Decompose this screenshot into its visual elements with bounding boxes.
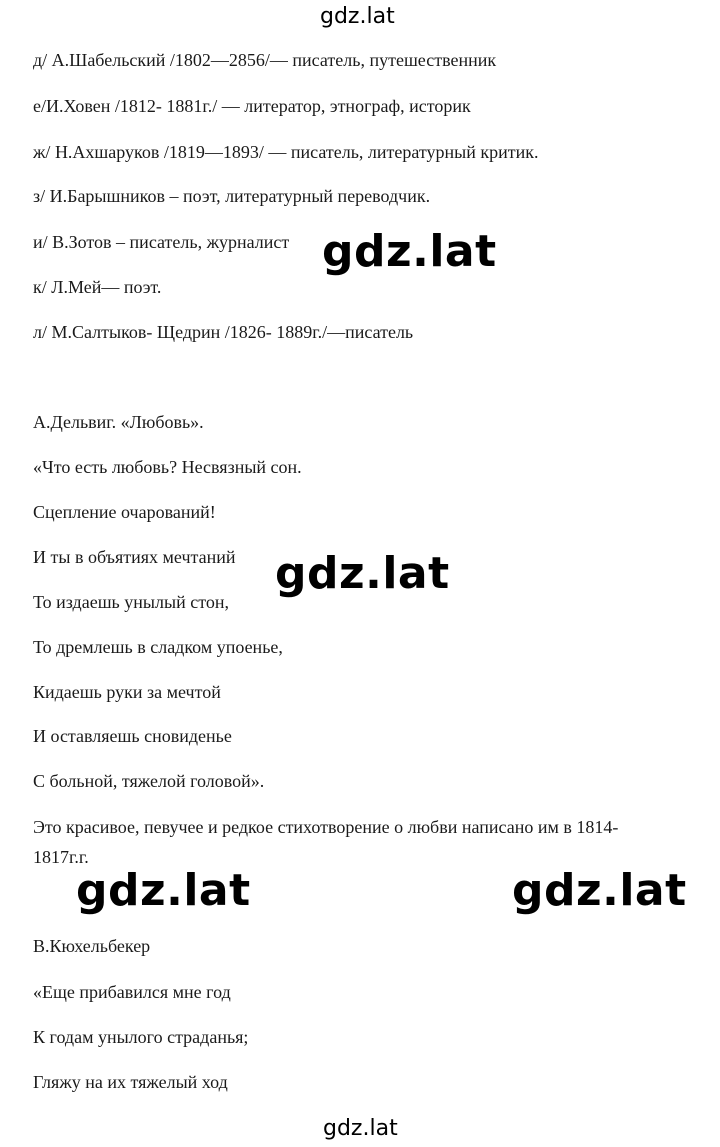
- text-line: Сцепление очарований!: [33, 502, 216, 522]
- text-line: То дремлешь в сладком упоенье,: [33, 637, 283, 657]
- text-line: к/ Л.Мей— поэт.: [33, 277, 162, 297]
- text-line: «Что есть любовь? Несвязный сон.: [33, 457, 302, 477]
- text-line: В.Кюхельбекер: [33, 936, 151, 956]
- text-line: 1817г.г.: [33, 847, 89, 867]
- text-line: И оставляешь сновиденье: [33, 726, 232, 746]
- text-line: и/ В.Зотов – писатель, журналист: [33, 232, 290, 252]
- text-line: И ты в объятиях мечтаний: [33, 547, 236, 567]
- text-line: А.Дельвиг. «Любовь».: [33, 412, 204, 432]
- text-line: С больной, тяжелой головой».: [33, 771, 265, 791]
- text-line: з/ И.Барышников – поэт, литературный переводчик.: [33, 186, 431, 206]
- text-line: Это красивое, певучее и редкое стихотворение о любви написано им в 1814-: [33, 817, 619, 837]
- text-line: К годам унылого страданья;: [33, 1027, 249, 1047]
- text-line: Гляжу на их тяжелый ход: [33, 1072, 228, 1092]
- text-line: л/ М.Салтыков- Щедрин /1826- 1889г./—писатель: [33, 322, 414, 342]
- watermark-middle-2: gdz.lat: [275, 548, 450, 599]
- watermark-left: gdz.lat: [76, 865, 251, 916]
- watermark-bottom: gdz.lat: [323, 1116, 398, 1141]
- text-line: е/И.Ховен /1812- 1881г./ — литератор, этнограф, историк: [33, 96, 471, 116]
- text-line: ж/ Н.Ахшаруков /1819—1893/ — писатель, литературный критик.: [33, 142, 539, 162]
- text-line: «Еще прибавился мне год: [33, 982, 231, 1002]
- text-line: То издаешь унылый стон,: [33, 592, 229, 612]
- watermark-right: gdz.lat: [512, 865, 687, 916]
- watermark-middle-1: gdz.lat: [322, 226, 497, 277]
- watermark-top: gdz.lat: [320, 4, 395, 29]
- text-line: Кидаешь руки за мечтой: [33, 682, 221, 702]
- text-line: д/ А.Шабельский /1802—2856/— писатель, путешественник: [33, 50, 497, 70]
